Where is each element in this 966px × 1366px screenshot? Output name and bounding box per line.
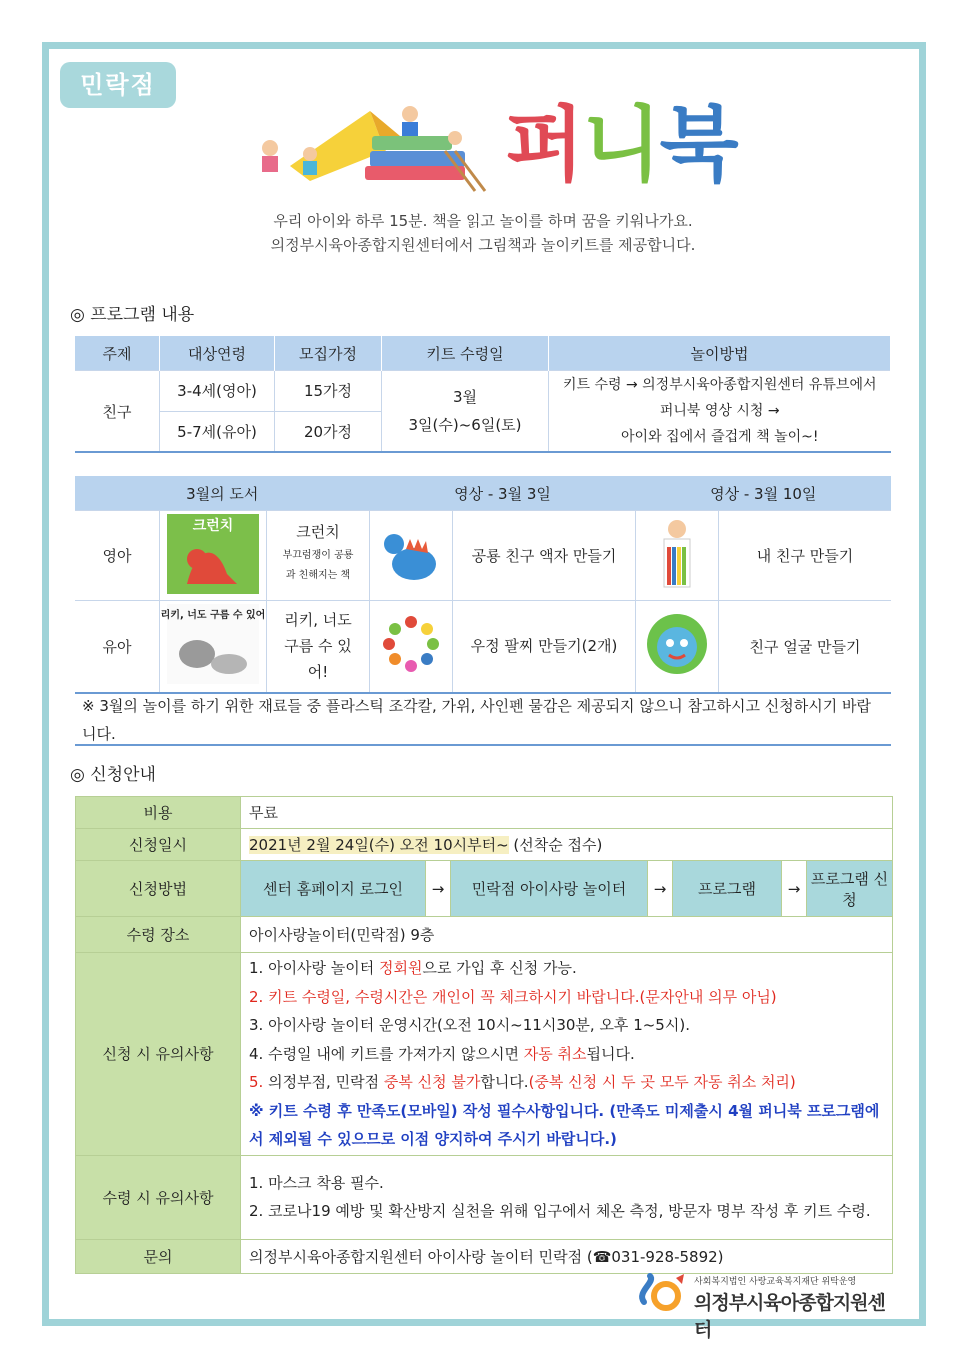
title-char-1: 퍼 <box>505 98 583 193</box>
step-4: 프로그램 신청 <box>807 861 893 917</box>
method-cell <box>549 371 891 453</box>
cost-label: 비용 <box>76 797 241 829</box>
crunch-book-cover <box>167 514 259 594</box>
arrow-2: → <box>648 861 673 917</box>
method-label: 신청방법 <box>76 861 241 917</box>
contact-value: 의정부시육아종합지원센터 아이사랑 놀이터 민락점 (☎031-928-5892) <box>241 1239 893 1273</box>
receive-2: 2. 코로나19 예방 및 확산방지 실천을 위해 입구에서 체온 측정, 방문자 명부 작성 후 키트 수령. <box>249 1202 871 1220</box>
materials-note: ※ 3월의 놀이를 하기 위한 재료들 중 플라스틱 조각칼, 가위, 사인펜 물감은 제공되지 않으니 참고하시고 신청하시기 바랍니다. <box>82 697 871 743</box>
method-line-1: 키트 수령 → 의정부시육아종합지원센터 유튜브에서 <box>562 377 877 393</box>
ricky-book-cover <box>160 604 266 684</box>
friend-face-icon <box>642 609 712 679</box>
intro-line-1: 우리 아이와 하루 15분. 책을 읽고 놀이를 하며 꿈을 키워나가요. <box>273 212 693 230</box>
title-char-3: 북 <box>659 98 737 193</box>
caution-4: 4. 수령일 내에 키트를 가져가지 않으시면 자동 취소됩니다. <box>249 1044 635 1063</box>
header-video-2: 영상 - 3월 10일 <box>636 476 892 511</box>
book-title: 리키, 너도 구름 수 있어! <box>267 601 370 693</box>
theme-cell: 친구 <box>75 371 160 453</box>
age-cell: 5-7세(유아) <box>160 411 275 452</box>
book-cover-cell <box>160 511 267 601</box>
place-value: 아이사랑놀이터(민락점) 9층 <box>241 917 893 953</box>
book-title-cell <box>267 511 370 601</box>
families-cell: 20가정 <box>275 411 382 452</box>
kit-month: 3월 <box>452 388 478 406</box>
books-table <box>75 476 891 694</box>
bead-bracelet-icon <box>381 614 441 674</box>
cover-title-text: 리키, 너도 구름 수 있어 <box>160 610 266 622</box>
header-method: 놀이방법 <box>549 336 891 371</box>
caution-3: 3. 아이사랑 놀이터 운영시간(오전 10시~11시30분, 오후 1~5시). <box>249 1016 690 1034</box>
arrow-1: → <box>426 861 451 917</box>
note-divider <box>75 744 891 746</box>
center-logo-icon <box>636 1272 692 1312</box>
video1-icon-cell <box>370 601 453 693</box>
header-age: 대상연령 <box>160 336 275 371</box>
kit-dates: 3일(수)~6일(토) <box>408 416 522 434</box>
book-title: 크런치 <box>296 522 340 541</box>
caution-6: ※ 키트 수령 후 만족도(모바일) 작성 필수사항입니다. (만족도 미제출시 4월 퍼니북 프로그램에서 제외될 수 있으므로 이점 양지하여 주시기 바랍니다.) <box>249 1101 880 1148</box>
book-subtitle: 부끄럼쟁이 공룡과 친해지는 책 <box>282 549 354 581</box>
video2-icon-cell <box>636 511 719 601</box>
center-logo <box>636 1272 896 1341</box>
header-kit-date: 키트 수령일 <box>382 336 549 371</box>
caution-list <box>241 953 893 1156</box>
branch-badge: 민락점 <box>60 62 176 108</box>
header-theme: 주제 <box>75 336 160 371</box>
date-suffix: (선착순 접수) <box>508 836 603 854</box>
kit-date-cell <box>382 371 549 453</box>
section-program-heading: ◎ 프로그램 내용 <box>70 305 195 325</box>
intro-line-2: 의정부시육아종합지원센터에서 그림책과 놀이키트를 제공합니다. <box>270 236 696 254</box>
apply-table <box>75 796 893 1274</box>
video1-title: 공룡 친구 액자 만들기 <box>453 511 636 601</box>
header-video-1: 영상 - 3월 3일 <box>370 476 636 511</box>
receive-1: 1. 마스크 착용 필수. <box>249 1173 384 1192</box>
funnybook-title <box>505 98 737 194</box>
step-1: 센터 홈페이지 로그인 <box>241 861 426 917</box>
age-cell: 3-4세(영아) <box>160 371 275 412</box>
children-books-illustration <box>250 96 490 196</box>
receive-label: 수령 시 유의사항 <box>76 1155 241 1239</box>
arrow-3: → <box>782 861 807 917</box>
video1-icon-cell <box>370 511 453 601</box>
title-char-2: 니 <box>582 98 660 193</box>
group-cell: 영아 <box>75 511 160 601</box>
video2-title: 내 친구 만들기 <box>719 511 892 601</box>
caution-2: 2. 키트 수령일, 수령시간은 개인이 꼭 체크하시기 바랍니다.(문자안내 의무 아님) <box>249 987 777 1006</box>
date-highlight: 2021년 2월 24일(수) 오전 10시부터~ <box>249 836 509 854</box>
cost-value: 무료 <box>241 797 893 829</box>
video1-title: 우정 팔찌 만들기(2개) <box>453 601 636 693</box>
caution-1: 1. 아이사랑 놀이터 정회원으로 가입 후 신청 가능. <box>249 959 577 977</box>
date-value <box>241 829 893 861</box>
place-label: 수령 장소 <box>76 917 241 953</box>
group-cell: 유아 <box>75 601 160 693</box>
families-cell: 15가정 <box>275 371 382 412</box>
method-line-3: 아이와 집에서 즐겁게 책 놀이~! <box>621 429 819 445</box>
receive-list <box>241 1155 893 1239</box>
cover-title-text: 크런치 <box>192 517 234 534</box>
program-table <box>75 336 891 453</box>
step-2: 민락점 아이사랑 놀이터 <box>451 861 648 917</box>
contact-label: 문의 <box>76 1239 241 1273</box>
header-families: 모집가정 <box>275 336 382 371</box>
date-label: 신청일시 <box>76 829 241 861</box>
step-3: 프로그램 <box>673 861 782 917</box>
caution-label: 신청 시 유의사항 <box>76 953 241 1156</box>
dinosaur-frame-icon <box>376 519 446 589</box>
caution-5: 5. 의정부점, 민락점 중복 신청 불가합니다.(중복 신청 시 두 곳 모두 자동 취소 처리) <box>249 1073 796 1091</box>
section-apply-heading: ◎ 신청안내 <box>70 765 156 785</box>
header-books: 3월의 도서 <box>75 476 370 511</box>
method-line-2: 퍼니북 영상 시청 → <box>659 403 780 419</box>
logo-small-text: 사회복지법인 사랑교육복지재단 위탁운영 <box>694 1277 857 1287</box>
video2-icon-cell <box>636 601 719 693</box>
logo-center-name: 의정부시육아종합지원센터 <box>694 1292 885 1341</box>
video2-title: 친구 얼굴 만들기 <box>719 601 892 693</box>
puppet-friend-icon <box>642 517 712 591</box>
book-cover-cell <box>160 601 267 693</box>
